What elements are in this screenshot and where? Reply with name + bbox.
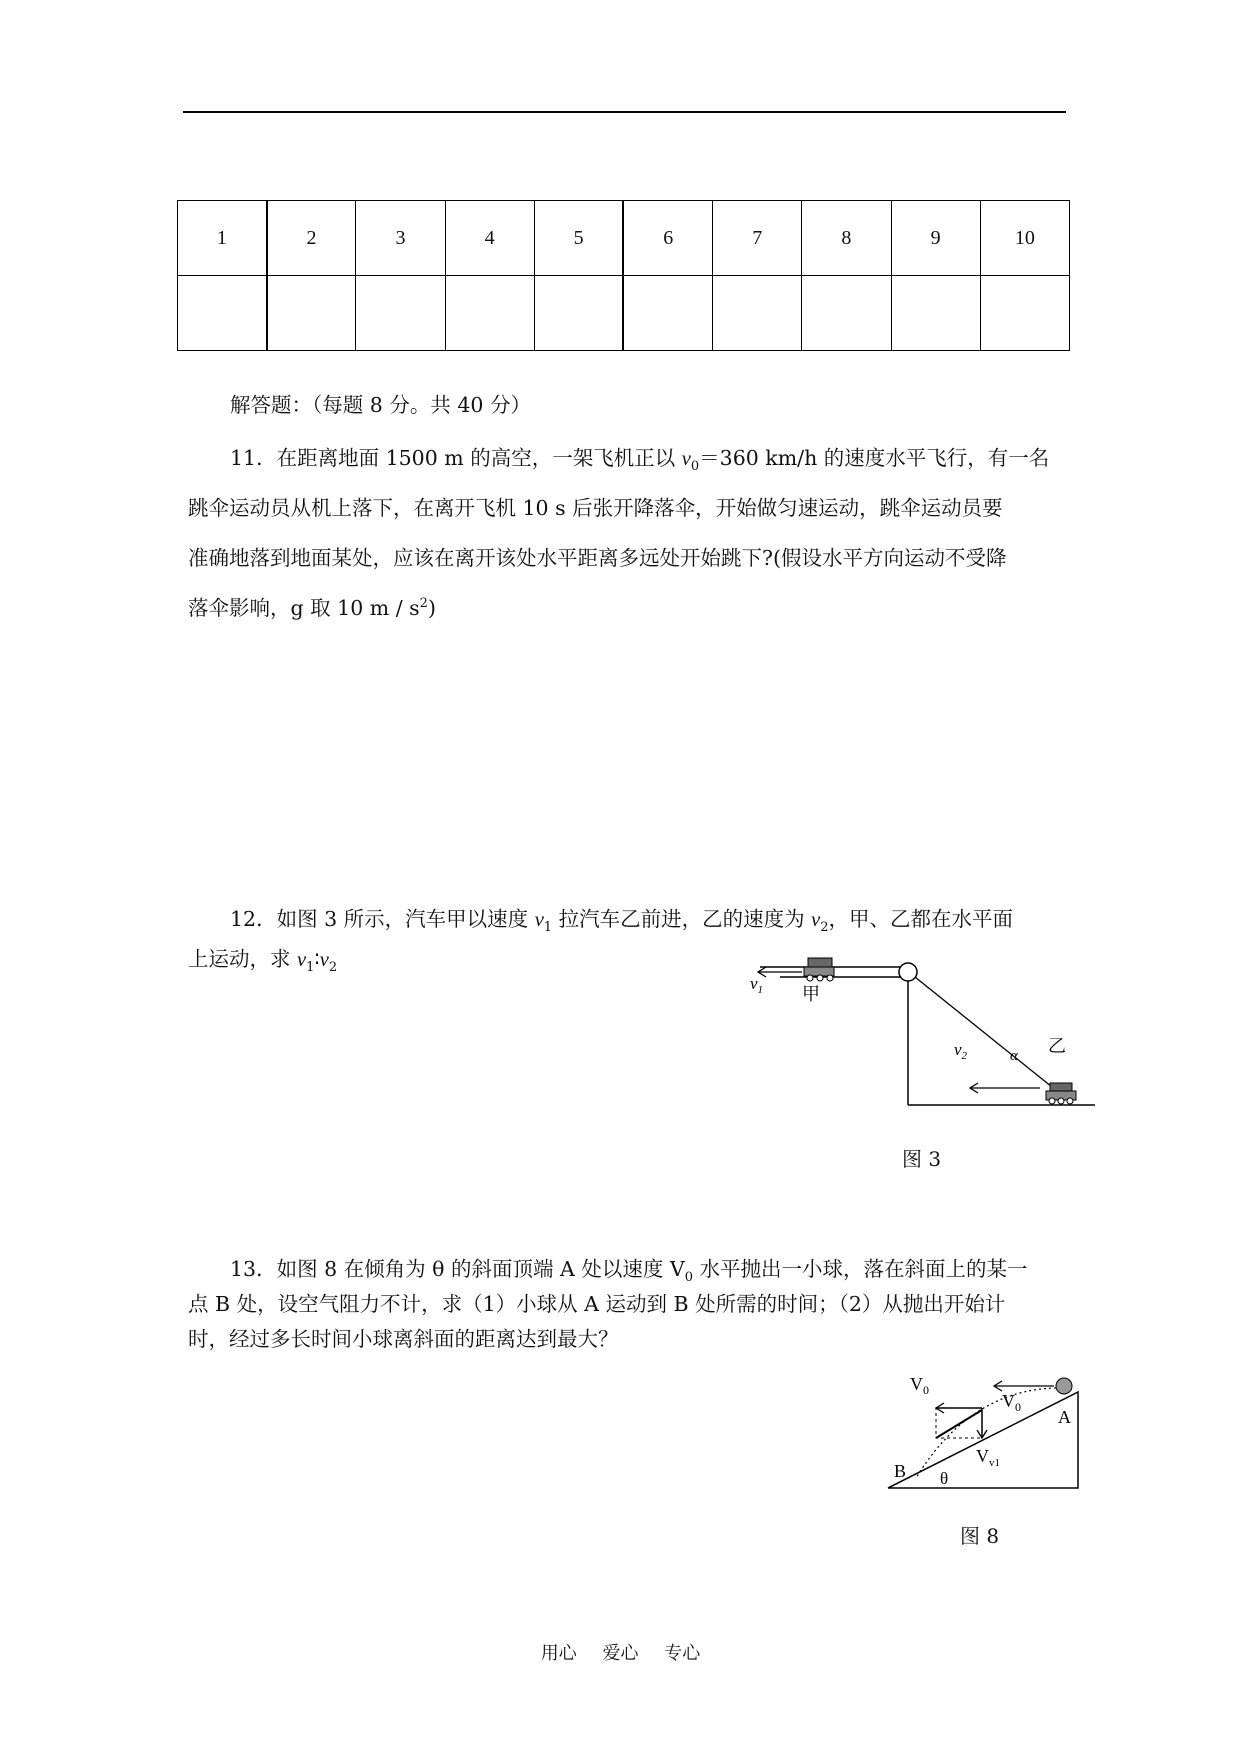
q12-line-2 bbox=[188, 942, 337, 975]
q11-line-2: 跳伞运动员从机上落下，在离开飞机 10 s 后张开降落伞，开始做匀速运动，跳伞运动员要 bbox=[188, 496, 1003, 520]
q13-line-1 bbox=[230, 1252, 1028, 1285]
q11-text: ) bbox=[427, 596, 436, 620]
fig3-label-alpha: α bbox=[1010, 1048, 1018, 1064]
answer-table-number: 9 bbox=[891, 201, 980, 276]
q12-ratio-v1: v bbox=[297, 949, 307, 971]
q13-line-3: 时，经过多长时间小球离斜面的距离达到最大？ bbox=[188, 1327, 619, 1351]
answer-cell[interactable] bbox=[623, 276, 712, 351]
fig3-label-v2: $v_2$ bbox=[954, 1040, 968, 1062]
answer-cell[interactable] bbox=[178, 276, 267, 351]
q13-text: 水平抛出一小球，落在斜面上的某一 bbox=[692, 1257, 1028, 1281]
figure-8 bbox=[880, 1370, 1100, 1500]
figure-8-caption: 图 8 bbox=[960, 1524, 1000, 1548]
fig8-label-a: A bbox=[1058, 1407, 1071, 1427]
answer-cell[interactable] bbox=[445, 276, 534, 351]
answer-cell[interactable] bbox=[713, 276, 802, 351]
q12-v2: v bbox=[811, 909, 821, 931]
q12-ratio-v1-sub: 1 bbox=[306, 960, 315, 976]
q11-text: ＝360 km/h 的速度水平飞行，有一名 bbox=[699, 446, 1050, 470]
q12-v1: v bbox=[534, 909, 544, 931]
resultant-velocity bbox=[936, 1410, 982, 1438]
car-jia-wheel bbox=[827, 975, 833, 981]
answer-table-number: 6 bbox=[623, 201, 712, 276]
q12-ratio-v2: v bbox=[319, 949, 329, 971]
fig8-label-vv1: $V_{v1}$ bbox=[976, 1446, 1000, 1469]
q11-sup: 2 bbox=[419, 596, 428, 612]
q11-text: 落伞影响，g 取 10 m / s bbox=[188, 596, 420, 620]
car-yi-wheel bbox=[1067, 1098, 1073, 1104]
answer-table-header-row bbox=[178, 201, 1070, 276]
answer-cell[interactable] bbox=[802, 276, 891, 351]
q12-v1-sub: 1 bbox=[543, 920, 553, 936]
answer-table-number: 8 bbox=[802, 201, 891, 276]
answer-table-number: 4 bbox=[445, 201, 534, 276]
q12-v2-sub: 2 bbox=[820, 920, 829, 936]
fig3-label-v1: $v_1$ bbox=[750, 974, 764, 996]
answer-cell[interactable] bbox=[267, 276, 356, 351]
q12-text: 上运动，求 bbox=[188, 947, 298, 971]
q11-v-sub: 0 bbox=[690, 459, 700, 475]
answer-table-number: 3 bbox=[356, 201, 445, 276]
car-yi-wheel bbox=[1049, 1098, 1055, 1104]
q11-line-3: 准确地落到地面某处，应该在离开该处水平距离多远处开始跳下?(假设水平方向运动不受降 bbox=[188, 546, 1007, 570]
car-jia-wheel bbox=[807, 975, 813, 981]
footer-slogan: 用心 爱心 专心 bbox=[540, 1643, 701, 1664]
fig3-label-yi: 乙 bbox=[1048, 1036, 1066, 1056]
q12-text: ，甲、乙都在水平面 bbox=[828, 907, 1014, 931]
q11-line-1 bbox=[230, 441, 1049, 474]
figure-3-caption: 图 3 bbox=[902, 1147, 942, 1171]
answer-table-number: 7 bbox=[713, 201, 802, 276]
q11-line-4 bbox=[188, 591, 436, 621]
answer-table-number: 1 bbox=[178, 201, 267, 276]
answer-cell[interactable] bbox=[891, 276, 980, 351]
answer-table-number: 5 bbox=[534, 201, 623, 276]
ball bbox=[1056, 1378, 1072, 1394]
header-rule bbox=[183, 111, 1066, 113]
q12-text: 拉汽车乙前进，乙的速度为 bbox=[552, 907, 812, 931]
rope bbox=[915, 977, 1052, 1087]
fig8-label-v0-left: $V_0$ bbox=[910, 1374, 929, 1397]
car-jia-wheel bbox=[817, 975, 823, 981]
q11-v: v bbox=[681, 448, 691, 470]
q13-text: 13．如图 8 在倾角为 θ 的斜面顶端 A 处以速度 V bbox=[230, 1257, 685, 1281]
q12-text: 12．如图 3 所示，汽车甲以速度 bbox=[230, 907, 535, 931]
answer-cell[interactable] bbox=[980, 276, 1069, 351]
q13-sub: 0 bbox=[684, 1270, 693, 1286]
answer-table-answer-row bbox=[178, 276, 1070, 351]
fig8-label-b: B bbox=[894, 1461, 907, 1481]
q12-ratio-sep: ∶ bbox=[314, 947, 320, 971]
car-yi-wheel bbox=[1058, 1098, 1064, 1104]
answer-table-number: 10 bbox=[980, 201, 1069, 276]
answer-table-number: 2 bbox=[267, 201, 356, 276]
fig3-label-jia: 甲 bbox=[802, 984, 820, 1004]
section-heading: 解答题：（每题 8 分。共 40 分） bbox=[230, 393, 531, 417]
q12-ratio-v2-sub: 2 bbox=[328, 960, 338, 976]
answer-table bbox=[177, 200, 1070, 351]
q11-text: 11．在距离地面 1500 m 的高空，一架飞机正以 bbox=[230, 446, 682, 470]
pulley bbox=[899, 963, 917, 981]
fig8-label-theta: θ bbox=[940, 1469, 949, 1488]
answer-cell[interactable] bbox=[534, 276, 623, 351]
fig8-label-v0-right: $V_0$ bbox=[1002, 1391, 1021, 1414]
figure-3 bbox=[740, 955, 1100, 1125]
q13-line-2: 点 B 处，设空气阻力不计，求（1）小球从 A 运动到 B 处所需的时间；（2）从抛出开始计 bbox=[188, 1292, 1006, 1316]
incline bbox=[888, 1392, 1078, 1488]
q12-line-1 bbox=[230, 902, 1013, 935]
answer-cell[interactable] bbox=[356, 276, 445, 351]
